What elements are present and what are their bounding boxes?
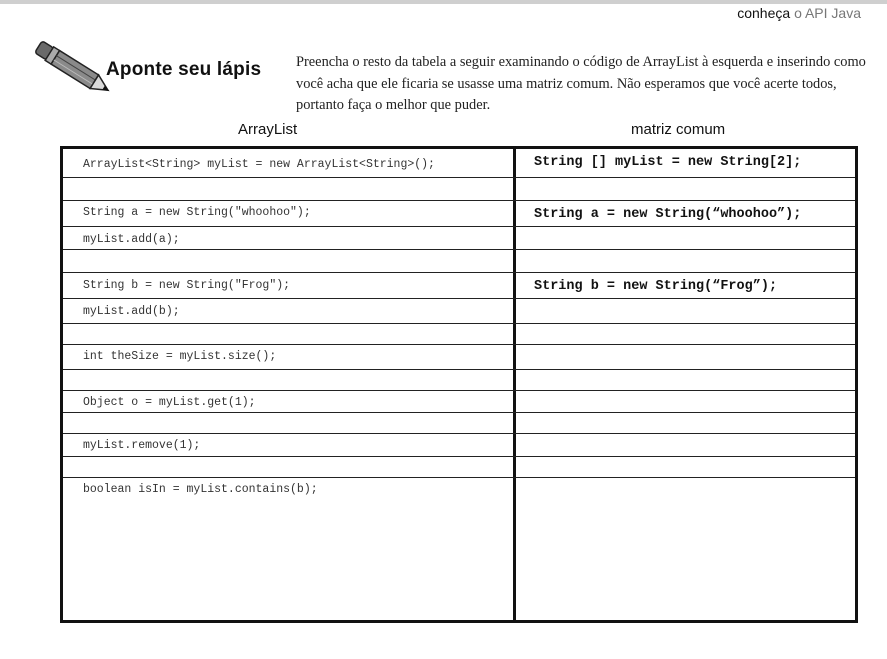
table-row — [63, 478, 855, 620]
comparison-table — [60, 146, 858, 623]
arraylist-cell[interactable] — [63, 413, 513, 433]
array-code: String [] myList = new String[2]; — [534, 155, 802, 170]
arraylist-code: myList.remove(1); — [83, 439, 201, 452]
answer-cell[interactable] — [516, 227, 855, 249]
table-row — [63, 250, 855, 273]
exercise-title: Aponte seu lápis — [106, 59, 262, 80]
table-row — [63, 201, 855, 227]
answer-cell[interactable] — [516, 178, 855, 200]
table-row — [63, 434, 855, 457]
column-header-arraylist: ArrayList — [238, 121, 298, 138]
table-row — [63, 324, 855, 345]
table-row — [63, 273, 855, 299]
arraylist-code: myList.add(b); — [83, 305, 180, 318]
answer-cell[interactable] — [516, 413, 855, 433]
arraylist-code: boolean isIn = myList.contains(b); — [83, 483, 318, 496]
arraylist-cell[interactable] — [63, 178, 513, 200]
answer-cell[interactable] — [516, 478, 855, 620]
table-row — [63, 370, 855, 391]
table-row — [63, 391, 855, 413]
answer-cell[interactable] — [516, 434, 855, 456]
arraylist-code: String b = new String("Frog"); — [83, 279, 291, 292]
table-row — [63, 178, 855, 201]
arraylist-code: myList.add(a); — [83, 233, 180, 246]
table-row — [63, 457, 855, 478]
running-title-suffix: o API Java — [794, 5, 861, 21]
running-title-prefix: conheça — [737, 5, 791, 21]
arraylist-cell[interactable] — [63, 250, 513, 272]
arraylist-cell[interactable] — [63, 457, 513, 477]
answer-cell[interactable] — [516, 370, 855, 390]
arraylist-code: String a = new String("whoohoo"); — [83, 206, 311, 219]
answer-cell[interactable] — [516, 299, 855, 323]
table-row — [63, 299, 855, 324]
column-header-regular-array: matriz comum — [631, 121, 726, 138]
exercise-instructions: Preencha o resto da tabela a seguir examinando o código de ArrayList à esquerda e inserindo como você acha que ele ficaria se usasse uma matriz comum. Não esperamos que você acerte todos, portanto faça o melhor que puder. — [296, 54, 866, 113]
arraylist-cell[interactable] — [63, 324, 513, 344]
table-row — [63, 149, 855, 178]
table-row — [63, 345, 855, 370]
arraylist-code: int theSize = myList.size(); — [83, 350, 277, 363]
table-row — [63, 227, 855, 250]
answer-cell[interactable] — [516, 345, 855, 369]
top-border — [0, 0, 887, 4]
array-code: String b = new String(“Frog”); — [534, 279, 778, 294]
table-row — [63, 413, 855, 434]
answer-cell[interactable] — [516, 457, 855, 477]
running-header — [737, 5, 861, 21]
answer-cell[interactable] — [516, 391, 855, 412]
answer-cell[interactable] — [516, 250, 855, 272]
arraylist-cell[interactable] — [63, 370, 513, 390]
arraylist-code: ArrayList<String> myList = new ArrayList<String>(); — [83, 158, 435, 171]
answer-cell[interactable] — [516, 324, 855, 344]
arraylist-code: Object o = myList.get(1); — [83, 396, 256, 409]
array-code: String a = new String(“whoohoo”); — [534, 207, 802, 222]
